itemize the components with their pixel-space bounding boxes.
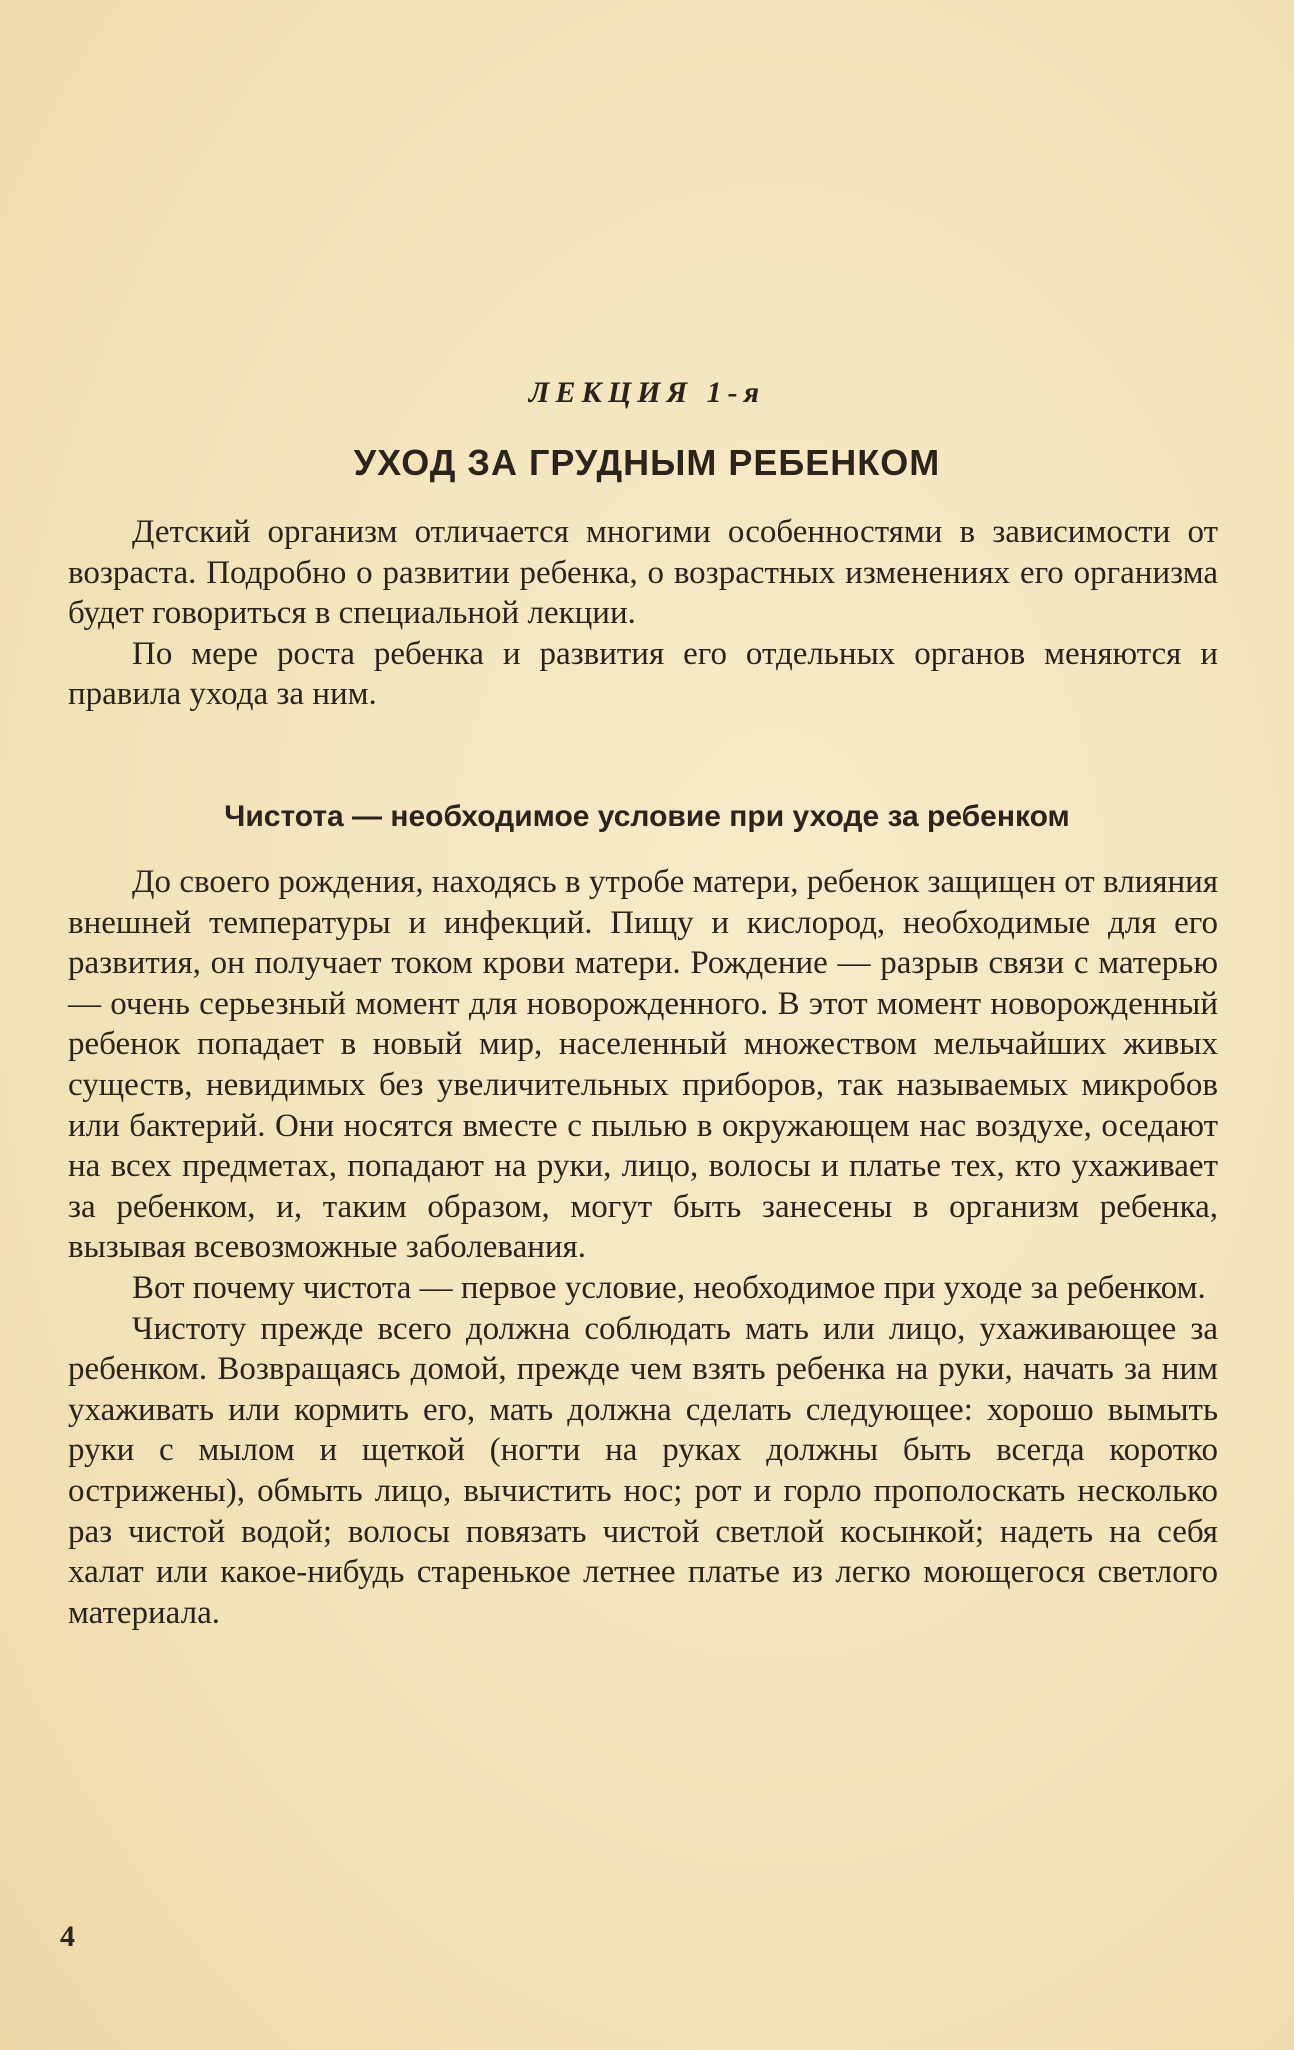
body-text (68, 862, 1218, 1633)
chapter-title: УХОД ЗА ГРУДНЫМ РЕБЕНКОМ (353, 442, 941, 483)
section-heading: Чистота — необходимое условие при уходе за ребенком (224, 800, 1070, 833)
paragraph: Чистоту прежде всего должна соблюдать мать или лицо, ухаживающее за ребенком. Возвращаясь домой, прежде чем взять ребенка на руки, начать за ним ухаживать или кормить его, мать должна сделать следующее: хорошо вымыть руки с мылом и щеткой (ногти на руках должны быть всегда коротко острижены), обмыть лицо, вычистить нос; рот и горло прополоскать несколько раз чистой водой; волосы повязать чистой светлой косынкой; надеть на себя халат или какое-нибудь старенькое летнее платье из легко моющегося светлого материала. (68, 1310, 1218, 1631)
paragraph: До своего рождения, находясь в утробе матери, ребенок защищен от влияния внешней температуры и инфекций. Пищу и кислород, необходимые для его развития, он получает током крови матери. Рождение — разрыв связи с матерью — очень серьезный момент для новорожденного. В этот момент новорожденный ребенок попадает в новый мир, населенный множеством мельчайших живых существ, невидимых без увеличительных приборов, так называемых микробов или бактерий. Они носятся вместе с пылью в окружающем нас воздухе, оседают на всех предметах, попадают на руки, лицо, волосы и платье тех, кто ухаживает за ребенком, и, таким образом, могут быть занесены в организм ребенка, вызывая всевозможные заболевания. (68, 864, 1218, 1266)
page-number: 4 (60, 1920, 75, 1953)
paragraph: Детский организм отличается многими особенностями в зависимости от возраста. Подробно о развитии ребенка, о возрастных изменениях его организма будет говориться в специальной лекции. (68, 514, 1218, 632)
lecture-label: ЛЕКЦИЯ 1-я (528, 376, 766, 409)
paragraph: Вот почему чистота — первое условие, необходимое при уходе за ребенком. (132, 1269, 1206, 1306)
intro-text (68, 512, 1218, 715)
paragraph: По мере роста ребенка и развития его отдельных органов меняются и правила ухода за ним. (68, 635, 1218, 713)
